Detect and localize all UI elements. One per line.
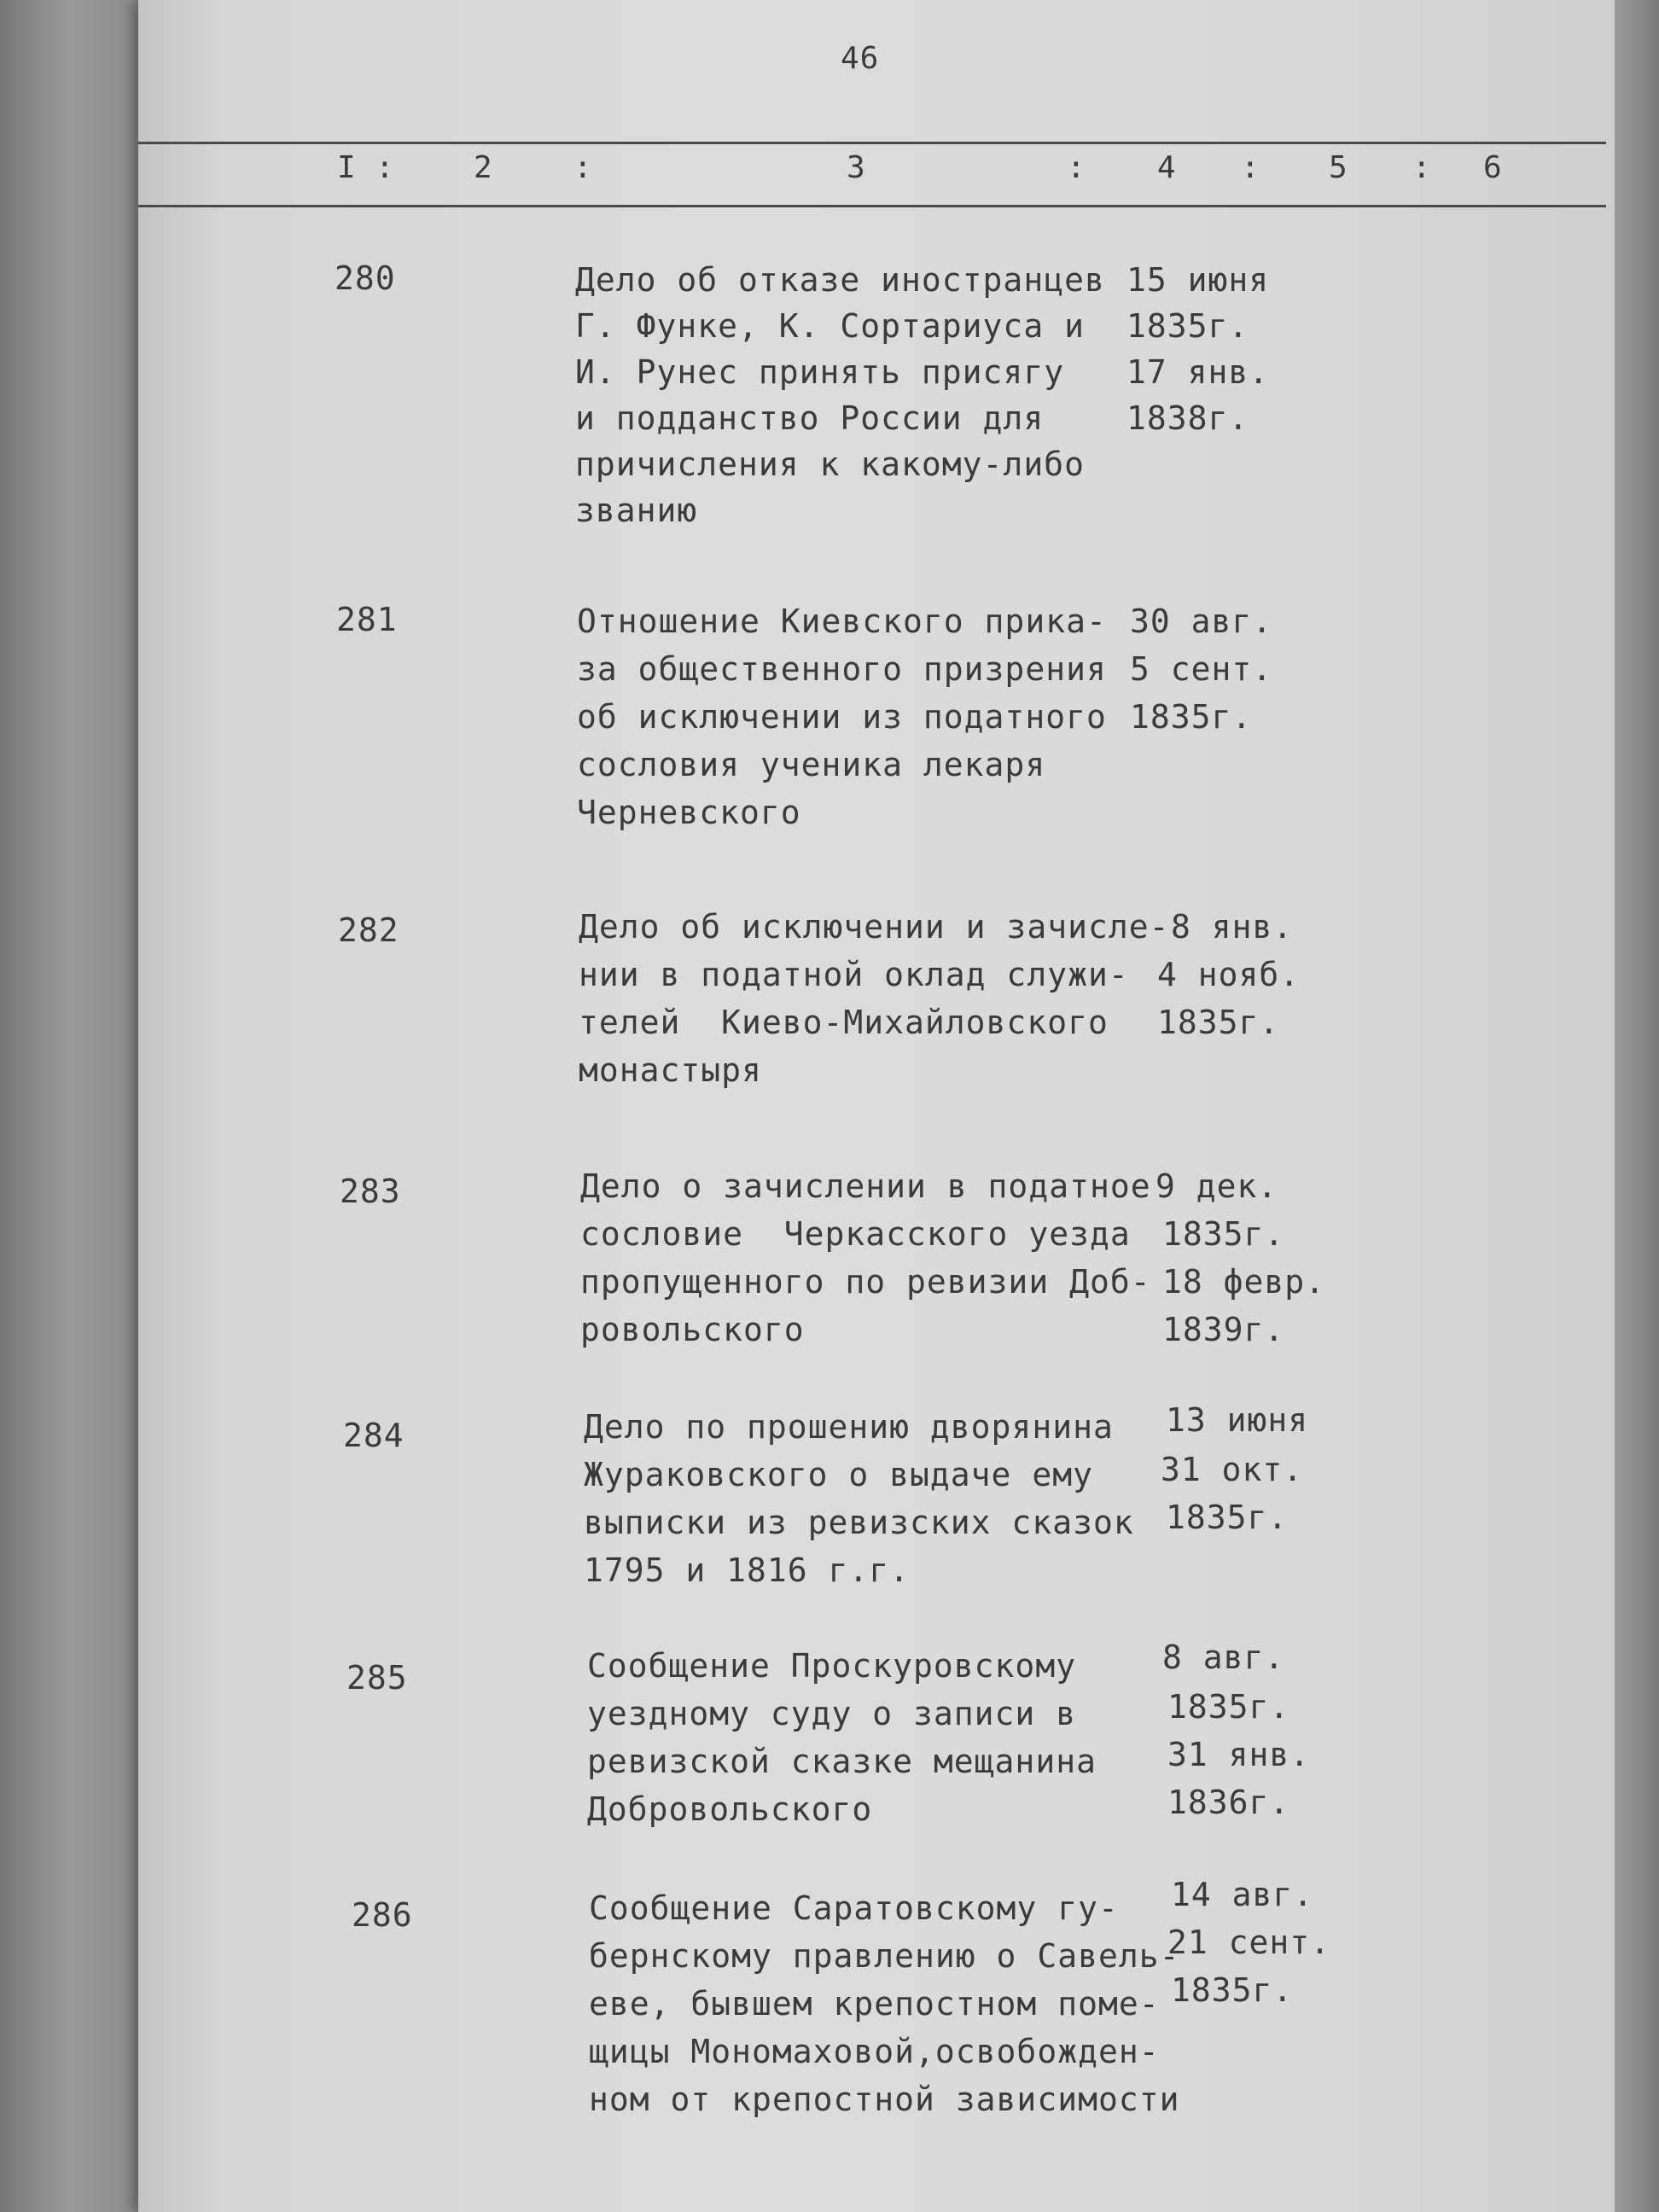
column-header-1: I [337,150,357,185]
entry-number: 280 [335,259,396,297]
entry-number: 283 [340,1173,401,1210]
entry-description-line: бернскому правлению о Савель- [589,1937,1180,1975]
page-number: 46 [841,41,880,76]
entry-description-line: Дело об исключении и зачисле- [579,908,1170,946]
entry-description-line: уездному суду о записи в [587,1695,1077,1732]
entry-date-line: 8 авг. [1162,1639,1285,1676]
column-separator: : [573,150,593,185]
entry-description-line: Отношение Киевского прика- [577,602,1107,640]
entry-date-line: 1835г. [1171,1971,1294,2009]
entry-description-line: ревизской сказке мещанина [587,1743,1097,1780]
entry-description-line: Дело о зачислении в податное [580,1167,1151,1205]
entry-description-line: телей Киево-Михайловского [579,1004,1109,1041]
entry-description-line: Черневского [577,794,801,831]
header-rule-bottom [138,205,1606,207]
page-right-margin [1615,0,1659,2212]
header-rule-top [138,142,1606,144]
column-header-5: 5 [1329,150,1348,185]
entry-date-line: 5 сент. [1130,650,1273,688]
entry-date-line: 4 нояб. [1157,956,1301,993]
entry-description-line: Дело об отказе иностранцев [575,261,1105,299]
entry-date-line: 1835г. [1166,1499,1289,1536]
entry-number: 285 [346,1659,408,1697]
entry-date-line: 1835г. [1162,1215,1285,1253]
entry-description-line: пропущенного по ревизии Доб- [580,1263,1151,1301]
entry-description-line: Сообщение Проскуровскому [587,1647,1077,1685]
column-header-6: 6 [1483,150,1503,185]
column-header-3: 3 [847,150,866,185]
entry-date-line: 17 янв. [1126,353,1270,391]
entry-date-line: 8 янв. [1171,908,1294,946]
entry-description-line: выписки из ревизских сказок [584,1504,1134,1541]
entry-number: 284 [343,1417,405,1454]
entry-description-line: ном от крепостной зависимости [589,2081,1180,2118]
column-separator: : [1067,150,1086,185]
entry-date-line: 31 окт. [1161,1451,1304,1488]
entry-date-line: 21 сент. [1167,1924,1331,1961]
entry-description-line: за общественного призрения [577,650,1107,688]
entry-description-line: званию [575,492,698,529]
column-header-2: 2 [474,150,493,185]
entry-description-line: Жураковского о выдаче ему [584,1456,1093,1493]
entry-description-line: сословие Черкасского уезда [580,1215,1131,1253]
entry-date-line: 1835г. [1126,307,1249,345]
entry-description-line: Сообщение Саратовскому гу- [589,1889,1119,1927]
column-separator: : [1412,150,1432,185]
entry-description-line: причисления к какому-либо [575,445,1085,483]
facing-page-edge [0,0,141,2212]
entry-date-line: 30 авг. [1130,602,1273,640]
entry-date-line: 31 янв. [1167,1736,1311,1773]
entry-date-line: 18 февр. [1162,1263,1326,1301]
entry-date-line: 14 авг. [1171,1876,1314,1913]
entry-description-line: щицы Мономаховой,освобожден- [589,2033,1160,2070]
entry-date-line: 15 июня [1126,261,1270,299]
entry-number: 286 [352,1896,413,1934]
column-separator: : [1241,150,1260,185]
column-header-4: 4 [1157,150,1177,185]
entry-description-line: нии в податной оклад служи- [579,956,1129,993]
entry-description-line: ровольского [580,1311,805,1348]
entry-description-line: монастыря [579,1051,762,1089]
entry-date-line: 1836г. [1167,1784,1290,1821]
entry-description-line: Г. Функе, К. Сортариуса и [575,307,1085,345]
entry-description-line: и подданство России для [575,399,1045,437]
column-separator: : [375,150,395,185]
entry-date-line: 1838г. [1126,399,1249,437]
entry-description-line: И. Рунес принять присягу [575,353,1065,391]
entry-date-line: 1835г. [1130,698,1253,736]
entry-date-line: 1839г. [1162,1311,1285,1348]
entry-date-line: 1835г. [1167,1688,1290,1726]
entry-number: 282 [338,911,399,949]
entry-date-line: 13 июня [1166,1401,1309,1439]
entry-description-line: 1795 и 1816 г.г. [584,1551,911,1589]
entry-description-line: Добровольского [587,1790,873,1828]
entry-number: 281 [336,601,398,638]
entry-description-line: об исключении из податного [577,698,1107,736]
entry-description-line: еве, бывшем крепостном поме- [589,1985,1160,2023]
entry-description-line: Дело по прошению дворянина [584,1408,1114,1446]
entry-description-line: сословия ученика лекаря [577,746,1046,783]
entry-date-line: 1835г. [1157,1004,1280,1041]
entry-date-line: 9 дек. [1155,1167,1278,1205]
